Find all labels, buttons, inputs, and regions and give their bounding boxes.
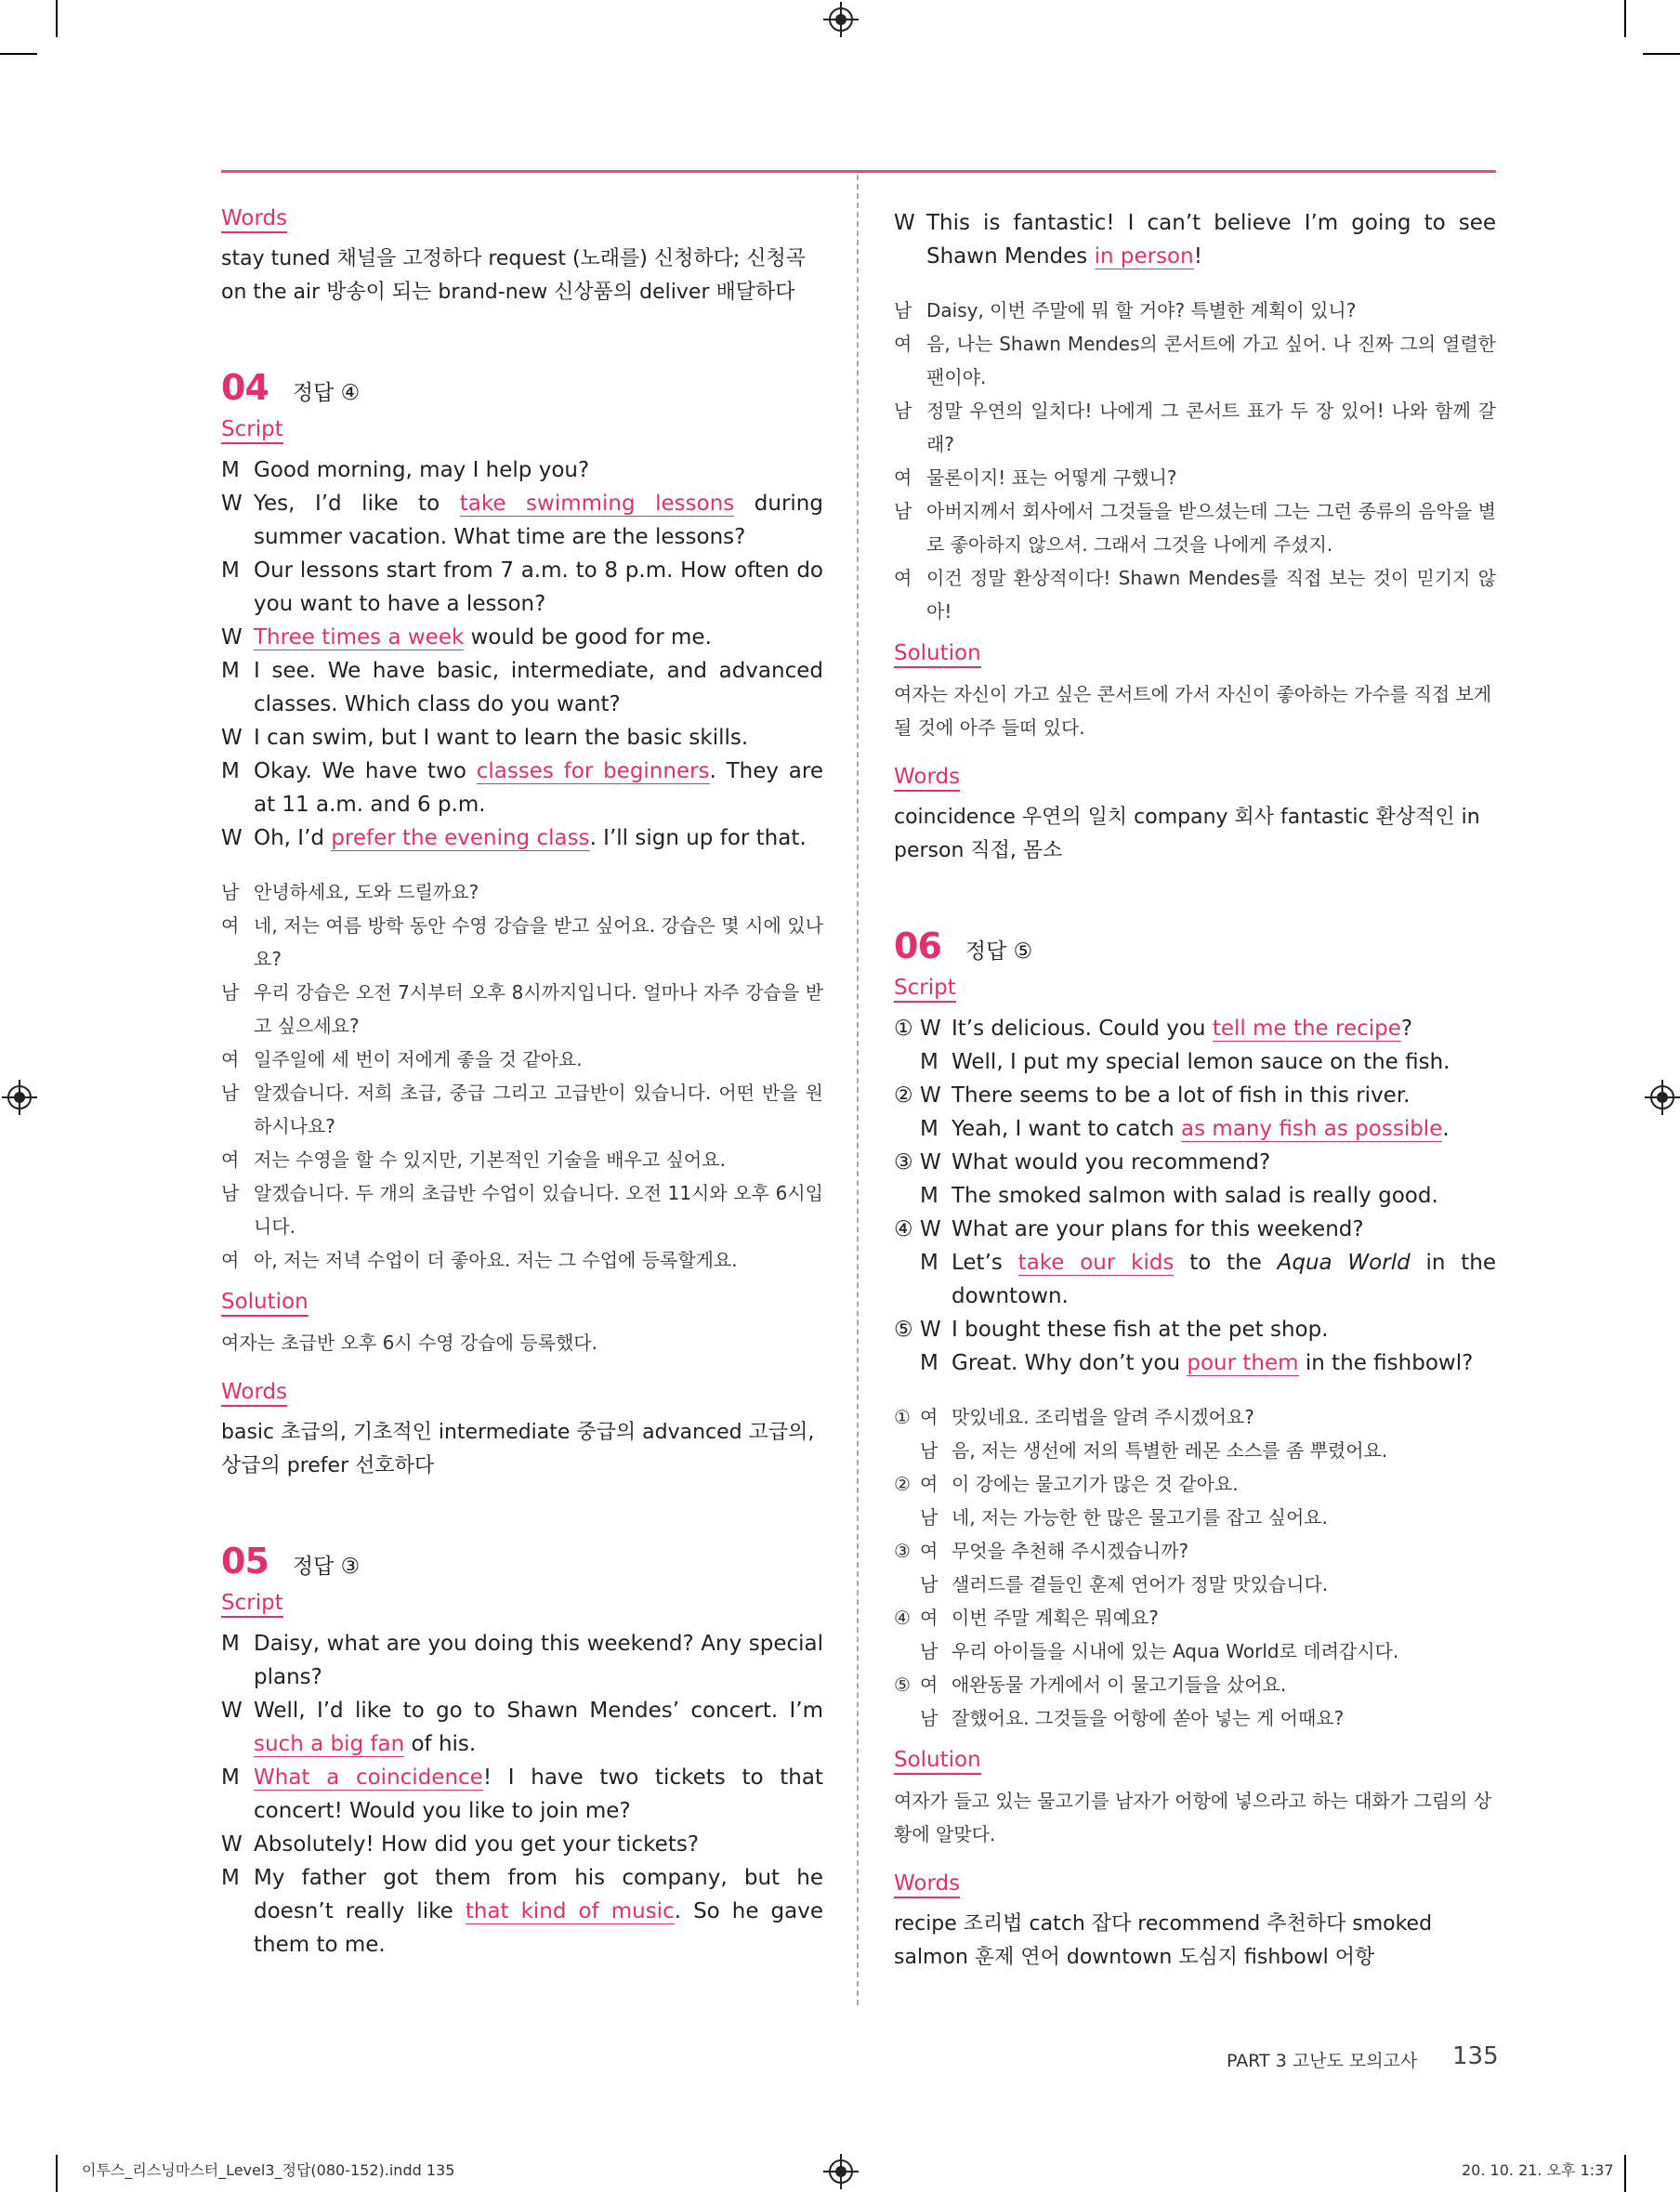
- script-text: [952, 1112, 1496, 1146]
- script-text: [254, 621, 823, 654]
- solution-text: 여자는 초급반 오후 6시 수영 강습에 등록했다.: [221, 1332, 597, 1354]
- speaker: [894, 1313, 952, 1346]
- speaker-letter: W: [920, 1217, 941, 1241]
- text-run: to the: [1174, 1251, 1278, 1275]
- line-number: [894, 1346, 920, 1380]
- script-line: [221, 453, 823, 487]
- line-number: [894, 1434, 920, 1467]
- script-text: [254, 487, 823, 554]
- text-run: during summer vacation. What time are the lessons?: [254, 492, 823, 549]
- script-text: [254, 821, 823, 855]
- highlighted-phrase: take our kids: [1017, 1251, 1175, 1275]
- script-text: [952, 1146, 1496, 1179]
- line-number: ④: [894, 1607, 911, 1629]
- speaker-label: 여: [920, 1406, 938, 1428]
- highlighted-phrase: classes for beginners: [476, 759, 710, 783]
- page-number: 135: [1452, 2042, 1499, 2070]
- script-line: [221, 1627, 823, 1694]
- words-text: coincidence 우연의 일치 company 회사 fantastic 환상적인 in person 직접, 몸소: [894, 806, 1480, 862]
- speaker: [894, 1213, 952, 1246]
- solution-label: Solution: [221, 1290, 308, 1317]
- translation-text: 정말 우연의 일치다! 나에게 그 콘서트 표가 두 장 있어! 나와 함께 갈래?: [926, 400, 1496, 455]
- text-run: .: [1442, 1117, 1450, 1141]
- script-text: [952, 1213, 1496, 1246]
- crop-mark: [56, 2155, 58, 2192]
- script-line: [221, 1828, 823, 1861]
- translation-line: [221, 1143, 823, 1176]
- text-run: Yeah, I want to catch: [952, 1117, 1182, 1141]
- words-label: Words: [221, 1380, 287, 1407]
- registration-mark-icon: [829, 7, 853, 32]
- translation-line: [894, 461, 1496, 494]
- text-run: Good morning, may I help you?: [254, 458, 590, 482]
- speaker: [894, 1112, 952, 1146]
- translation-text: 알겠습니다. 두 개의 초급반 수업이 있습니다. 오전 11시와 오후 6시입니다.: [254, 1182, 823, 1238]
- speaker: [894, 1012, 952, 1045]
- speaker: M: [221, 1866, 240, 1890]
- highlighted-phrase: prefer the evening class: [331, 826, 590, 850]
- slug-date: 20. 10. 21. 오후 1:37: [1462, 2161, 1614, 2179]
- text-run: of his.: [404, 1732, 477, 1756]
- script-line: [894, 1313, 1496, 1346]
- translation-text: 샐러드를 곁들인 훈제 연어가 정말 맛있습니다.: [952, 1573, 1329, 1595]
- speaker: [894, 1400, 952, 1434]
- translation-line: [894, 561, 1496, 628]
- speaker-label: 여: [920, 1607, 938, 1629]
- speaker-letter: M: [920, 1351, 938, 1375]
- translation-text: 이번 주말 계획은 뭐예요?: [952, 1607, 1159, 1629]
- speaker: M: [221, 558, 240, 583]
- right-column: [894, 206, 1496, 1995]
- highlighted-phrase: such a big fan: [254, 1732, 405, 1756]
- speaker: M: [221, 659, 240, 683]
- speaker-letter: M: [920, 1184, 938, 1208]
- highlighted-phrase: pour them: [1187, 1351, 1299, 1375]
- script-text: [254, 755, 823, 821]
- speaker: W: [221, 1699, 243, 1723]
- translation-text: 안녕하세요, 도와 드릴까요?: [254, 881, 479, 903]
- solution-text: 여자는 자신이 가고 싶은 콘서트에 가서 자신이 좋아하는 가수를 직접 보게 될 것에 아주 들떠 있다.: [894, 683, 1492, 739]
- text-run: in the downtown.: [952, 1251, 1496, 1308]
- speaker: [894, 1146, 952, 1179]
- script-text: [254, 1627, 823, 1694]
- words-label: Words: [221, 206, 287, 233]
- speaker: [894, 1534, 952, 1568]
- translation-line: [894, 1400, 1496, 1434]
- speaker: 여: [221, 914, 240, 937]
- translation-line: [221, 909, 823, 976]
- text-run: . I’ll sign up for that.: [589, 826, 807, 850]
- script-line: [894, 1213, 1496, 1246]
- speaker-label: 남: [920, 1640, 938, 1662]
- script-text: [254, 554, 823, 621]
- script-line: [221, 621, 823, 654]
- speaker: 남: [894, 299, 912, 322]
- translation-text: 이건 정말 환상적이다! Shawn Mendes를 직접 보는 것이 믿기지 않아!: [926, 567, 1496, 623]
- line-number: ⑤: [894, 1674, 911, 1696]
- crop-mark: [1624, 0, 1626, 37]
- line-number: ②: [894, 1473, 911, 1495]
- script-line: [221, 755, 823, 821]
- script-block: [221, 453, 823, 855]
- words-label: Words: [894, 765, 960, 792]
- speaker: [894, 1701, 952, 1735]
- text-run: Oh, I’d: [254, 826, 332, 850]
- speaker-letter: W: [920, 1083, 941, 1108]
- text-run: Our lessons start from 7 a.m. to 8 p.m. How often do you want to have a lesson?: [254, 558, 823, 616]
- script-line: [894, 1112, 1496, 1146]
- line-number: [894, 1501, 920, 1534]
- text-run: Daisy, what are you doing this weekend? Any special plans?: [254, 1632, 823, 1689]
- translation-text: 우리 강습은 오전 7시부터 오후 8시까지입니다. 얼마나 자주 강습을 받고 싶으세요?: [254, 981, 823, 1037]
- line-number: [894, 1246, 920, 1313]
- script-line: [894, 1246, 1496, 1313]
- translation-line: [221, 1076, 823, 1143]
- translation-line: [894, 1634, 1496, 1668]
- speaker-label: 여: [920, 1674, 938, 1696]
- text-run: in the fishbowl?: [1298, 1351, 1474, 1375]
- translation-line: [894, 1601, 1496, 1634]
- text-run: !: [1193, 244, 1202, 269]
- translation-text: 음, 저는 생선에 저의 특별한 레몬 소스를 좀 뿌렸어요.: [952, 1439, 1388, 1462]
- solution-label: Solution: [894, 1748, 981, 1775]
- line-number: [894, 1112, 920, 1146]
- text-run: Let’s: [952, 1251, 1018, 1275]
- answer-text: 정답 ⑤: [965, 939, 1033, 964]
- script-label: Script: [221, 417, 283, 444]
- script-line: [894, 1346, 1496, 1380]
- script-text: [254, 654, 823, 721]
- script-text: [254, 1761, 823, 1828]
- translation-line: [894, 1434, 1496, 1467]
- script-text: [254, 721, 823, 755]
- text-run: My father got them from his company, but he doesn’t really like: [254, 1866, 823, 1923]
- speaker: [894, 1501, 952, 1534]
- line-number: ⑤: [894, 1318, 913, 1342]
- translation-text: 아, 저는 저녁 수업이 더 좋아요. 저는 그 수업에 등록할게요.: [254, 1249, 738, 1271]
- script-text: [952, 1246, 1496, 1313]
- line-number: [894, 1568, 920, 1601]
- text-run: would be good for me.: [464, 625, 712, 650]
- translation-line: [221, 875, 823, 909]
- speaker-label: 남: [920, 1707, 938, 1729]
- text-run: I see. We have basic, intermediate, and advanced classes. Which class do you want?: [254, 659, 823, 716]
- speaker: W: [221, 625, 243, 650]
- speaker: 여: [221, 1249, 240, 1271]
- crop-mark: [0, 53, 37, 55]
- speaker: M: [221, 1632, 240, 1656]
- script-label: Script: [221, 1591, 283, 1618]
- translation-text: 알겠습니다. 저희 초급, 중급 그리고 고급반이 있습니다. 어떤 반을 원하시나요?: [254, 1082, 823, 1137]
- text-run: ?: [1400, 1017, 1413, 1041]
- text-run: The smoked salmon with salad is really good.: [952, 1184, 1438, 1208]
- answer-text: 정답 ④: [292, 381, 361, 405]
- text-run: Okay. We have two: [254, 759, 477, 783]
- speaker-letter: M: [920, 1050, 938, 1074]
- script-line: [221, 1694, 823, 1761]
- script-text: [952, 1313, 1496, 1346]
- translation-block: [894, 294, 1496, 628]
- speaker: 남: [894, 500, 912, 522]
- speaker-label: 남: [920, 1573, 938, 1595]
- translation-line: [894, 294, 1496, 327]
- script-text: [952, 1079, 1496, 1112]
- translation-text: 맛있네요. 조리법을 알려 주시겠어요?: [952, 1406, 1254, 1428]
- answer-text: 정답 ③: [292, 1555, 361, 1579]
- speaker: [894, 1179, 952, 1213]
- speaker: 여: [894, 567, 912, 589]
- script-text: [254, 1694, 823, 1761]
- line-number: ③: [894, 1150, 913, 1175]
- highlighted-phrase: Three times a week: [254, 625, 465, 650]
- translation-text: 애완동물 가게에서 이 물고기들을 샀어요.: [952, 1674, 1287, 1696]
- script-line: [221, 821, 823, 855]
- script-block: [221, 1627, 823, 1962]
- line-number: [894, 1701, 920, 1735]
- speaker: 남: [894, 400, 912, 422]
- translation-line: [221, 1176, 823, 1243]
- script-line: [221, 554, 823, 621]
- speaker: 여: [221, 1048, 240, 1070]
- line-number: [894, 1634, 920, 1668]
- speaker: [894, 1668, 952, 1701]
- script-text: [926, 206, 1496, 273]
- speaker: 여: [894, 466, 912, 489]
- registration-mark-icon: [829, 2159, 853, 2184]
- text-run: Well, I put my special lemon sauce on the fish.: [952, 1050, 1450, 1074]
- script-block: [894, 1012, 1496, 1380]
- speaker: M: [221, 458, 240, 482]
- text-run: I bought these fish at the pet shop.: [952, 1318, 1329, 1342]
- section-number: 06: [894, 925, 941, 966]
- words-text: recipe 조리법 catch 잡다 recommend 추천하다 smoked salmon 훈제 연어 downtown 도심지 fishbowl 어항: [894, 1912, 1433, 1969]
- speaker-letter: W: [920, 1017, 941, 1041]
- script-line: [221, 487, 823, 554]
- speaker: [894, 1079, 952, 1112]
- translation-block: [894, 1400, 1496, 1735]
- text-run: What are your plans for this weekend?: [952, 1217, 1364, 1241]
- script-line: [894, 1045, 1496, 1079]
- slug-file: 이투스_리스닝마스터_Level3_정답(080-152).indd 135: [82, 2161, 455, 2179]
- section-05-header: [221, 1541, 823, 1582]
- script-text: [254, 1861, 823, 1962]
- speaker: [894, 1467, 952, 1501]
- speaker: 여: [221, 1149, 240, 1171]
- highlighted-phrase: in person: [1094, 244, 1194, 269]
- text-run: I can swim, but I want to learn the basic skills.: [254, 726, 749, 750]
- crop-mark: [56, 0, 58, 37]
- script-line: [221, 1761, 823, 1828]
- registration-mark-icon: [1650, 1085, 1674, 1109]
- translation-text: 잘했어요. 그것들을 어항에 쏟아 넣는 게 어때요?: [952, 1707, 1345, 1729]
- text-run: It’s delicious. Could you: [952, 1017, 1213, 1041]
- speaker-letter: W: [920, 1150, 941, 1175]
- script-label: Script: [894, 976, 956, 1003]
- section-06-header: [894, 925, 1496, 966]
- crop-mark: [1624, 2155, 1626, 2192]
- solution-text: 여자가 들고 있는 물고기를 남자가 어항에 넣으라고 하는 대화가 그림의 상황에 알맞다.: [894, 1790, 1492, 1845]
- translation-line: [894, 1668, 1496, 1701]
- line-number: ①: [894, 1406, 911, 1428]
- speaker-label: 남: [920, 1506, 938, 1529]
- translation-line: [221, 1243, 823, 1277]
- translation-line: [221, 976, 823, 1043]
- translation-text: 음, 나는 Shawn Mendes의 콘서트에 가고 싶어. 나 진짜 그의 열렬한 팬이야.: [926, 333, 1496, 388]
- translation-text: Daisy, 이번 주말에 뭐 할 거야? 특별한 계획이 있니?: [926, 299, 1357, 322]
- text-run: Great. Why don’t you: [952, 1351, 1188, 1375]
- speaker: W: [894, 211, 915, 235]
- speaker-letter: W: [920, 1318, 941, 1342]
- script-line: [221, 1861, 823, 1962]
- highlighted-phrase: that kind of music: [465, 1899, 675, 1923]
- translation-text: 물론이지! 표는 어떻게 구했니?: [926, 466, 1177, 489]
- speaker: [894, 1601, 952, 1634]
- column-divider: [857, 175, 859, 2005]
- translation-text: 저는 수영을 할 수 있지만, 기본적인 기술을 배우고 싶어요.: [254, 1149, 726, 1171]
- translation-line: [894, 1701, 1496, 1735]
- text-run: . So he gave them to me.: [254, 1899, 823, 1957]
- line-number: [894, 1045, 920, 1079]
- translation-line: [894, 1501, 1496, 1534]
- script-text: [254, 453, 823, 487]
- translation-line: [894, 1534, 1496, 1568]
- highlighted-phrase: as many fish as possible: [1181, 1117, 1443, 1141]
- translation-text: 일주일에 세 번이 저에게 좋을 것 같아요.: [254, 1048, 583, 1070]
- line-number: ②: [894, 1083, 913, 1108]
- speaker: W: [221, 726, 243, 750]
- solution-label: Solution: [894, 641, 981, 668]
- text-run: There seems to be a lot of fish in this river.: [952, 1083, 1411, 1108]
- text-run: Well, I’d like to go to Shawn Mendes’ concert. I’m: [254, 1699, 823, 1723]
- speaker: [894, 1045, 952, 1079]
- registration-mark-icon: [7, 1085, 32, 1109]
- script-line: [894, 1079, 1496, 1112]
- script-text: [952, 1012, 1496, 1045]
- script-block: [894, 206, 1496, 273]
- section-04-header: [221, 367, 823, 408]
- words-label: Words: [894, 1871, 960, 1898]
- speaker: [894, 1434, 952, 1467]
- translation-text: 네, 저는 가능한 한 많은 물고기를 잡고 싶어요.: [952, 1506, 1328, 1529]
- speaker-label: 남: [920, 1439, 938, 1462]
- speaker: [894, 1246, 952, 1313]
- speaker-label: 여: [920, 1540, 938, 1562]
- text-run: Yes, I’d like to: [254, 492, 460, 516]
- script-text: [952, 1045, 1496, 1079]
- speaker: W: [221, 492, 243, 516]
- translation-line: [894, 494, 1496, 561]
- highlighted-phrase: take swimming lessons: [459, 492, 735, 516]
- translation-line: [894, 1467, 1496, 1501]
- translation-line: [894, 327, 1496, 394]
- script-line: [894, 1179, 1496, 1213]
- section-number: 05: [221, 1541, 269, 1582]
- line-number: ③: [894, 1540, 911, 1562]
- script-line: [894, 1012, 1496, 1045]
- script-text: [254, 1828, 823, 1861]
- script-line: [221, 654, 823, 721]
- text-run: What would you recommend?: [952, 1150, 1271, 1175]
- translation-text: 무엇을 추천해 주시겠습니까?: [952, 1540, 1189, 1562]
- words-text: stay tuned 채널을 고정하다 request (노래를) 신청하다; 신청곡 on the air 방송이 되는 brand-new 신상품의 deliver 배달하다: [221, 247, 807, 304]
- highlighted-phrase: tell me the recipe: [1212, 1017, 1401, 1041]
- highlighted-phrase: What a coincidence: [254, 1765, 483, 1790]
- script-line: [221, 721, 823, 755]
- speaker: [894, 1346, 952, 1380]
- script-text: [952, 1179, 1496, 1213]
- text-run: Aqua World: [1277, 1251, 1411, 1275]
- speaker-letter: M: [920, 1251, 938, 1275]
- top-rule: [221, 170, 1496, 173]
- footer-part: PART 3 고난도 모의고사: [1227, 2051, 1418, 2071]
- speaker: [894, 1568, 952, 1601]
- script-line: [894, 206, 1496, 273]
- section-number: 04: [221, 367, 269, 408]
- text-run: This is fantastic! I can’t believe I’m going to see Shawn Mendes: [926, 211, 1496, 269]
- text-run: Absolutely! How did you get your tickets?: [254, 1832, 700, 1857]
- speaker: 여: [894, 333, 912, 355]
- speaker: M: [221, 759, 240, 783]
- words-text: basic 초급의, 기초적인 intermediate 중급의 advanced 고급의, 상급의 prefer 선호하다: [221, 1421, 815, 1477]
- speaker: 남: [221, 1082, 240, 1104]
- speaker: W: [221, 1832, 243, 1857]
- speaker: 남: [221, 981, 240, 1004]
- script-text: [952, 1346, 1496, 1380]
- speaker: [894, 1634, 952, 1668]
- line-number: ④: [894, 1217, 913, 1241]
- line-number: [894, 1179, 920, 1213]
- speaker: W: [221, 826, 243, 850]
- speaker-letter: M: [920, 1117, 938, 1141]
- script-line: [894, 1146, 1496, 1179]
- text-run: . They are at 11 a.m. and 6 p.m.: [254, 759, 823, 817]
- speaker-label: 여: [920, 1473, 938, 1495]
- speaker: M: [221, 1765, 240, 1790]
- crop-mark: [1643, 53, 1680, 55]
- translation-text: 이 강에는 물고기가 많은 것 같아요.: [952, 1473, 1239, 1495]
- translation-line: [894, 394, 1496, 461]
- translation-block: [221, 875, 823, 1277]
- line-number: ①: [894, 1017, 913, 1041]
- translation-text: 우리 아이들을 시내에 있는 Aqua World로 데려갑시다.: [952, 1640, 1399, 1662]
- speaker: 남: [221, 1182, 240, 1204]
- translation-text: 아버지께서 회사에서 그것들을 받으셨는데 그는 그런 종류의 음악을 별로 좋아하지 않으셔. 그래서 그것을 나에게 주셨지.: [926, 500, 1496, 556]
- speaker: 남: [221, 881, 240, 903]
- text-run: ! I have two tickets to that concert! Would you like to join me?: [254, 1765, 823, 1823]
- left-column: [221, 206, 823, 1962]
- translation-text: 네, 저는 여름 방학 동안 수영 강습을 받고 싶어요. 강습은 몇 시에 있나요?: [254, 914, 823, 970]
- translation-line: [221, 1043, 823, 1076]
- translation-line: [894, 1568, 1496, 1601]
